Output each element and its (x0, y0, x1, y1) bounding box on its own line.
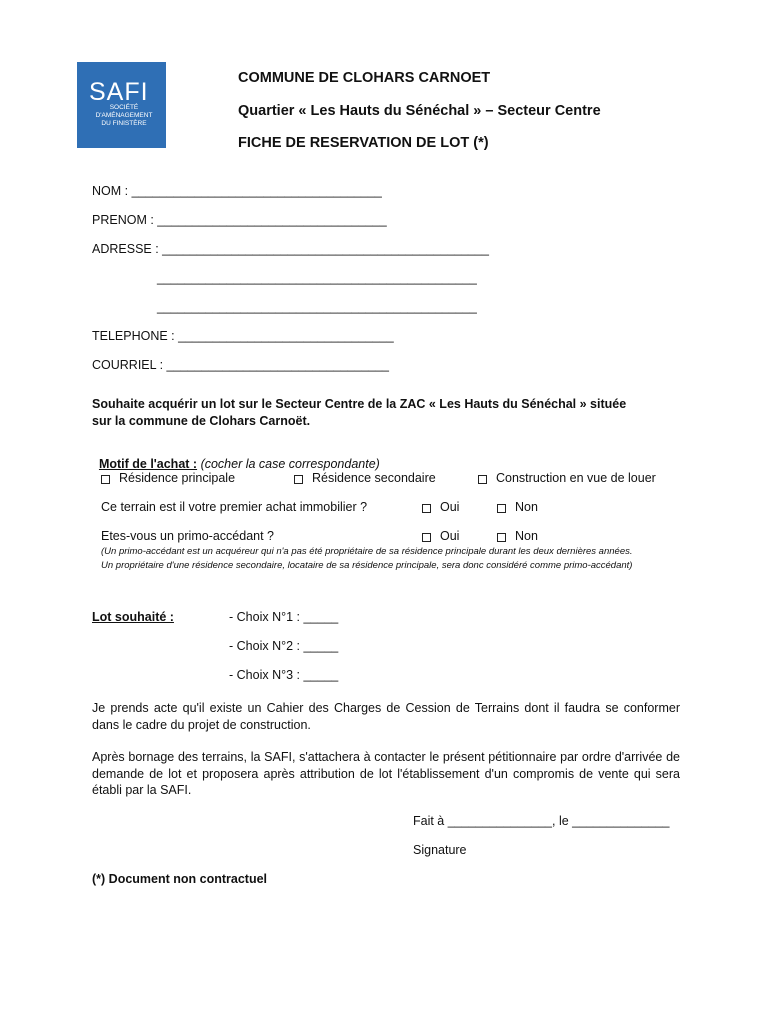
nom-field[interactable]: NOM : ____________________________________ (92, 184, 382, 198)
motif-row (92, 443, 380, 471)
paragraph-cahier-charges: Je prends acte qu'il existe un Cahier des Charges de Cession de Terrains dont il faudra se conformer dans le cadre du projet de construction. (92, 701, 680, 732)
option-residence-principale: Résidence principale (119, 471, 236, 485)
lot-label: Lot souhaité : (92, 610, 174, 624)
checkbox-q2-non[interactable] (497, 533, 506, 542)
q2-non-label: Non (515, 529, 538, 543)
q1-non-label: Non (515, 500, 538, 514)
choix-2[interactable]: - Choix N°2 : _____ (229, 639, 339, 653)
note-line-2: Un propriétaire d'une résidence secondaire, locataire de sa résidence principale, sera donc considéré comme primo-accédant) (101, 560, 633, 571)
logo-subtitle: SOCIÉTÉ D'AMÉNAGEMENT DU FINISTÈRE (95, 104, 153, 127)
souhaite-line-1: Souhaite acquérir un lot sur le Secteur Centre de la ZAC « Les Hauts du Sénéchal » située (92, 397, 627, 411)
checkbox-residence-secondaire[interactable] (294, 475, 303, 484)
option-construction: Construction en vue de louer (496, 471, 656, 485)
checkbox-q1-oui[interactable] (422, 504, 431, 513)
question-premier-achat: Ce terrain est il votre premier achat immobilier ? (101, 500, 368, 514)
adresse-field[interactable]: ADRESSE : _______________________________________________ (92, 242, 489, 256)
quartier-title: Quartier « Les Hauts du Sénéchal » – Secteur Centre (238, 103, 601, 119)
checkbox-construction[interactable] (478, 475, 487, 484)
prenom-field[interactable]: PRENOM : _________________________________ (92, 213, 387, 227)
safi-logo (77, 62, 166, 148)
fiche-title: FICHE DE RESERVATION DE LOT (*) (238, 135, 489, 151)
checkbox-q2-oui[interactable] (422, 533, 431, 542)
choix-3[interactable]: - Choix N°3 : _____ (229, 668, 339, 682)
courriel-field[interactable]: COURRIEL : ________________________________ (92, 358, 390, 372)
motif-hint: (cocher la case correspondante) (200, 457, 380, 471)
motif-label: Motif de l'achat : (98, 457, 198, 471)
signature-label: Signature (413, 843, 467, 857)
note-line-1: (Un primo-accédant est un acquéreur qui n'a pas été propriétaire de sa résidence principale durant les deux dernières années. (101, 546, 633, 557)
checkbox-residence-principale[interactable] (101, 475, 110, 484)
souhaite-line-2: sur la commune de Clohars Carnoët. (92, 414, 311, 428)
logo-name: SAFI (89, 78, 149, 106)
option-residence-secondaire: Résidence secondaire (312, 471, 436, 485)
paragraph-bornage: Après bornage des terrains, la SAFI, s'attachera à contacter le présent pétitionnaire par ordre d'arrivée de demande de lot et proposera après attribution de lot l'établissement d'un compromis de vente qui sera établi par la SAFI. (92, 750, 680, 797)
question-primo-accedant: Etes-vous un primo-accédant ? (101, 529, 275, 543)
q2-oui-label: Oui (440, 529, 460, 543)
choix-1[interactable]: - Choix N°1 : _____ (229, 610, 339, 624)
adresse-line-3[interactable]: ______________________________________________ (157, 300, 477, 314)
fait-a-field[interactable]: Fait à _______________, le ______________ (413, 814, 670, 828)
checkbox-q1-non[interactable] (497, 504, 506, 513)
commune-title: COMMUNE DE CLOHARS CARNOET (238, 70, 491, 86)
telephone-field[interactable]: TELEPHONE : _______________________________ (92, 329, 394, 343)
q1-oui-label: Oui (440, 500, 460, 514)
adresse-line-2[interactable]: ______________________________________________ (157, 271, 477, 285)
footer-note: (*) Document non contractuel (92, 872, 268, 886)
